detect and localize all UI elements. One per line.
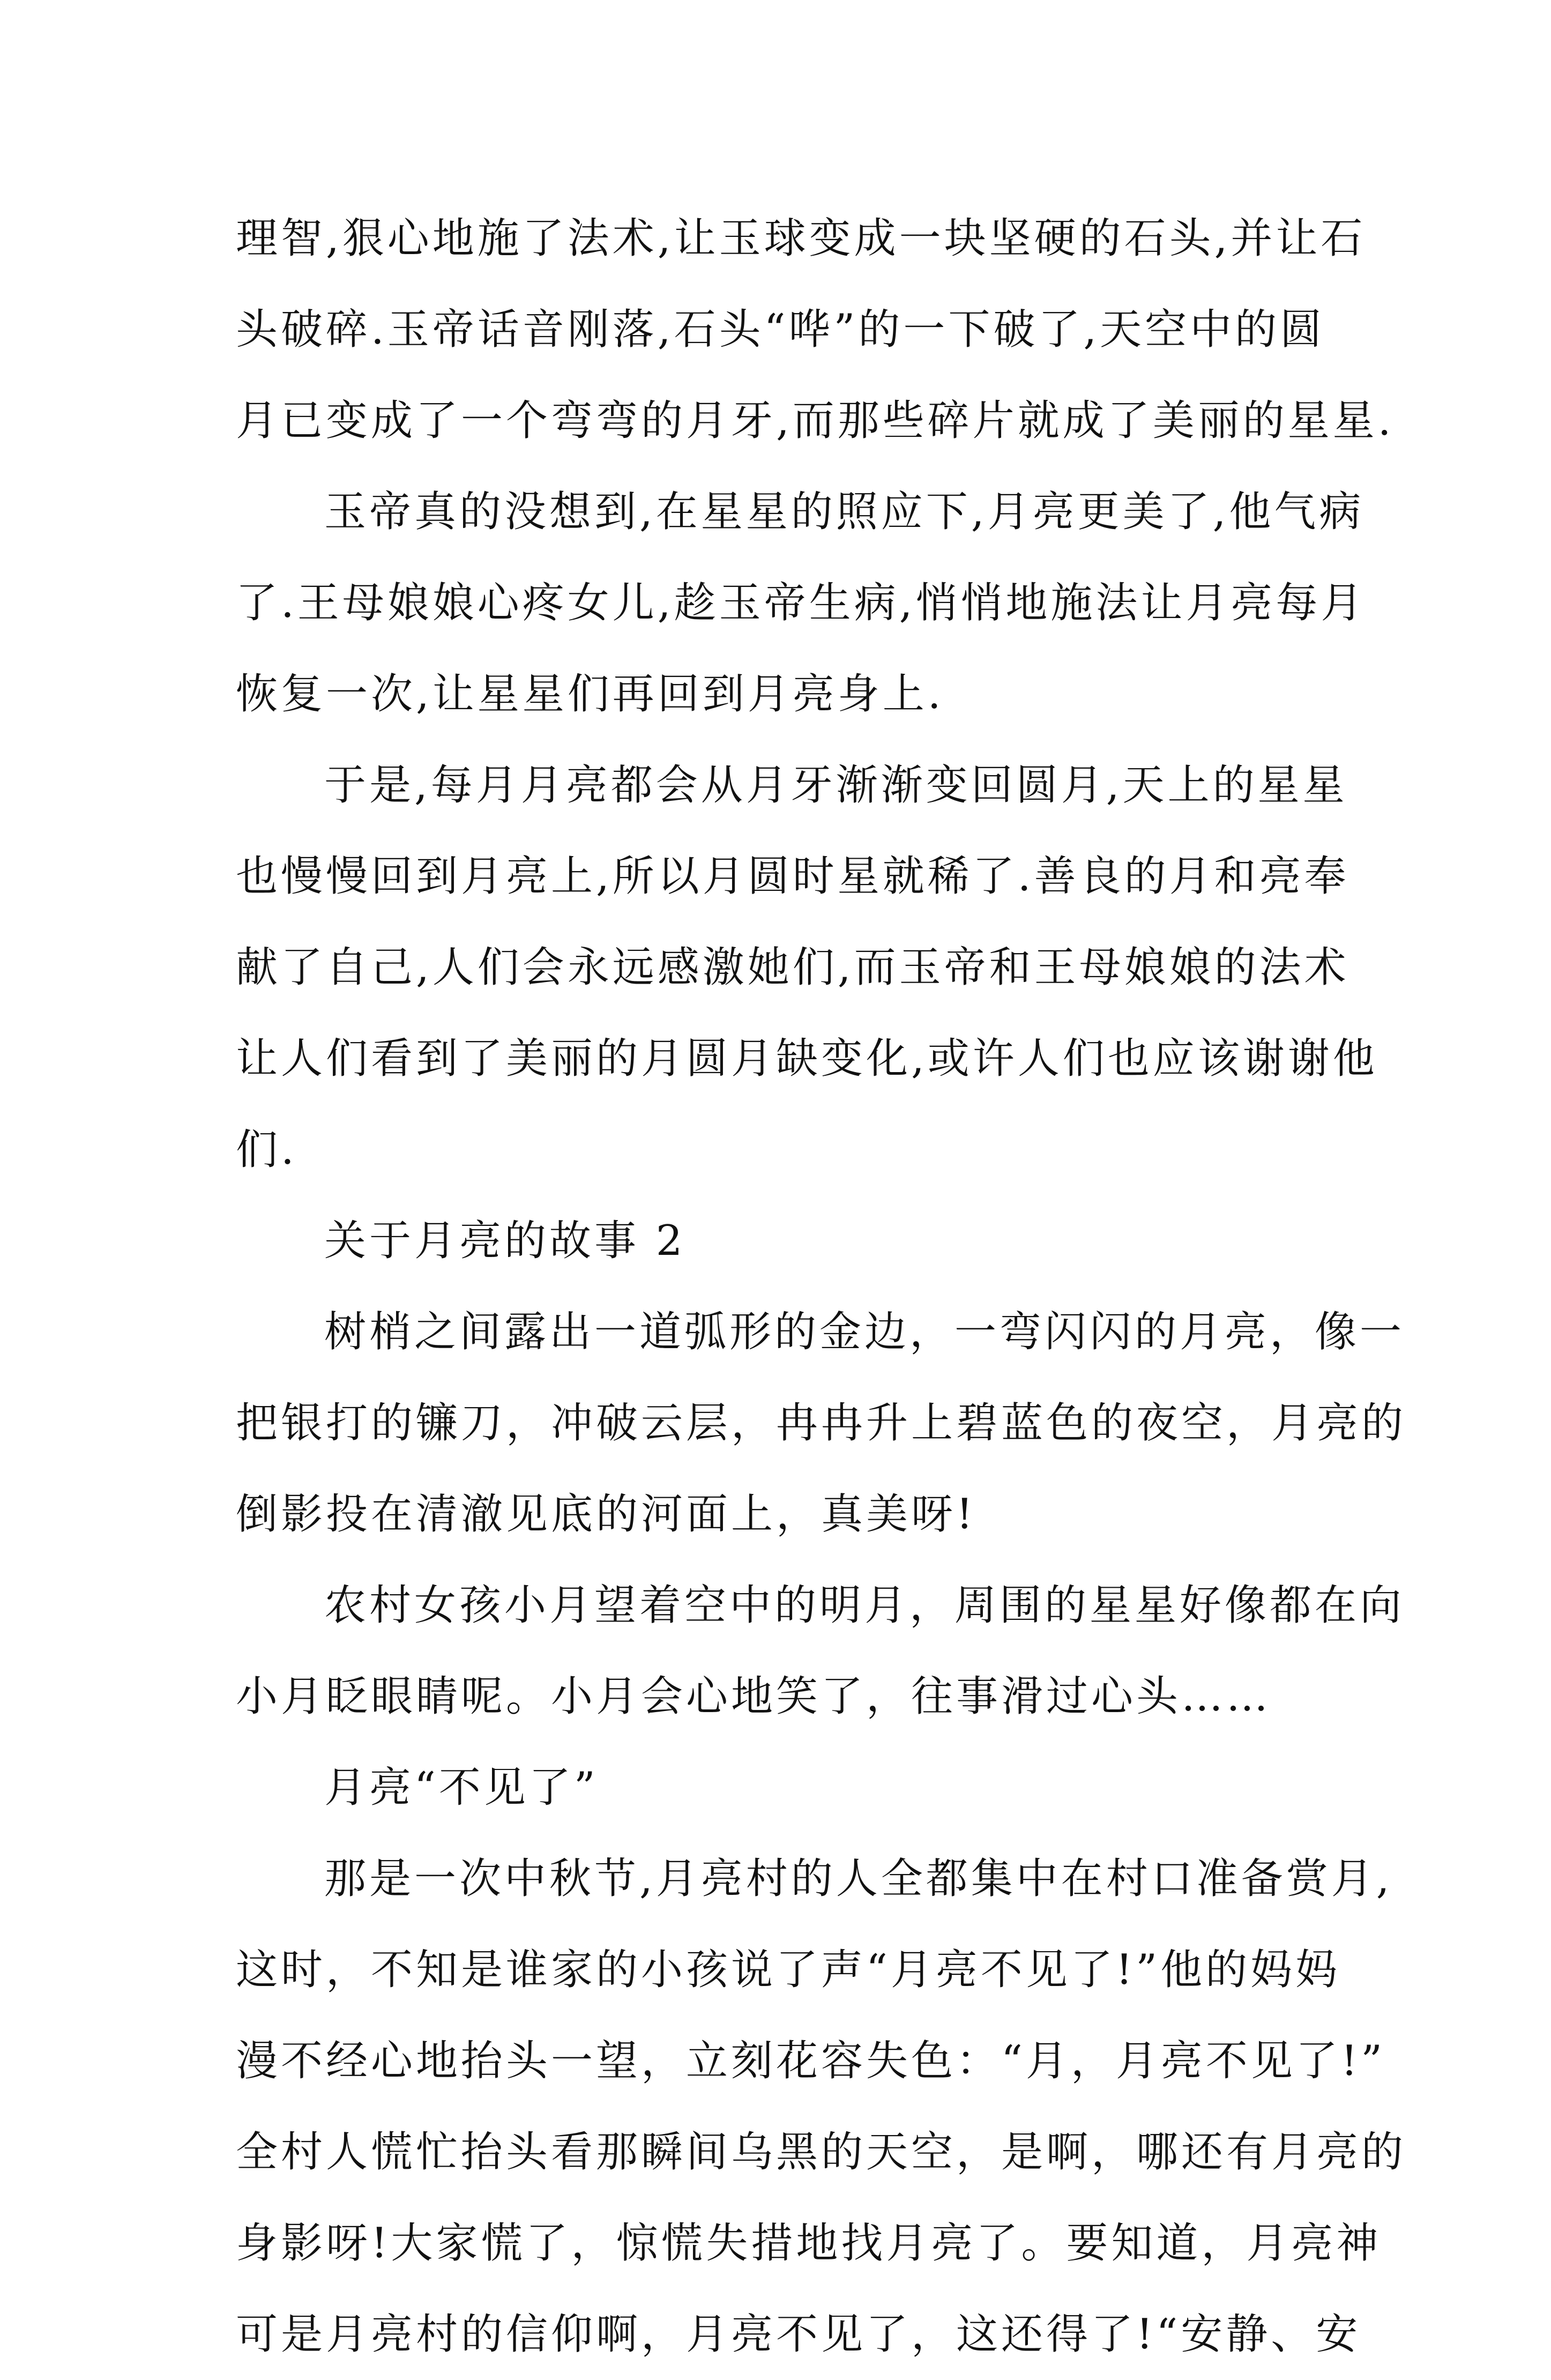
text-line: 月已变成了一个弯弯的月牙,而那些碎片就成了美丽的星星. xyxy=(236,397,1395,445)
text-line: 献了自己,人们会永远感激她们,而玉帝和王母娘娘的法术 xyxy=(236,943,1349,992)
section-heading: 关于月亮的故事 2 xyxy=(324,1217,686,1265)
text-line: 也慢慢回到月亮上,所以月圆时星就稀了.善良的月和亮奉 xyxy=(236,852,1349,901)
body-text xyxy=(236,193,1407,2380)
text-line: 头破碎.玉帝话音刚落,石头“哗”的一下破了,天空中的圆 xyxy=(236,306,1325,354)
subsection-heading: 月亮“不见了” xyxy=(324,1764,599,1812)
text-line: 全村人慌忙抬头看那瞬间乌黑的天空，是啊，哪还有月亮的 xyxy=(236,2128,1407,2176)
text-line: 漫不经心地抬头一望，立刻花容失色：“月，月亮不见了!” xyxy=(236,2037,1386,2085)
text-line: 小月眨眼睛呢。小月会心地笑了，往事滑过心头…… xyxy=(236,1672,1272,1721)
paragraph-first-line: 树梢之间露出一道弧形的金边，一弯闪闪的月亮，像一 xyxy=(324,1308,1405,1356)
text-line: 倒影投在清澈见底的河面上，真美呀! xyxy=(236,1490,976,1538)
text-line: 恢复一次,让星星们再回到月亮身上. xyxy=(236,670,944,718)
paragraph-first-line: 那是一次中秋节,月亮村的人全都集中在村口准备赏月, xyxy=(324,1855,1393,1903)
paragraph-first-line: 农村女孩小月望着空中的明月，周围的星星好像都在向 xyxy=(324,1581,1405,1630)
text-line: 把银打的镰刀，冲破云层，冉冉升上碧蓝色的夜空，月亮的 xyxy=(236,1399,1407,1447)
paragraph-first-line: 玉帝真的没想到,在星星的照应下,月亮更美了,他气病 xyxy=(324,488,1364,536)
text-line: 身影呀!大家慌了，惊慌失措地找月亮了。要知道，月亮神 xyxy=(236,2219,1382,2267)
text-line: 这时，不知是谁家的小孩说了声“月亮不见了!”他的妈妈 xyxy=(236,1946,1341,1994)
text-line: 可是月亮村的信仰啊，月亮不见了，这还得了!“安静、安 xyxy=(236,2310,1361,2359)
text-line: 理智,狠心地施了法术,让玉球变成一块坚硬的石头,并让石 xyxy=(236,214,1366,263)
text-line: 让人们看到了美丽的月圆月缺变化,或许人们也应该谢谢他 xyxy=(236,1035,1378,1083)
text-line: 们. xyxy=(236,1126,297,1174)
text-line: 了.王母娘娘心疼女儿,趁玉帝生病,悄悄地施法让月亮每月 xyxy=(236,579,1366,627)
paragraph-first-line: 于是,每月月亮都会从月牙渐渐变回圆月,天上的星星 xyxy=(324,761,1348,809)
